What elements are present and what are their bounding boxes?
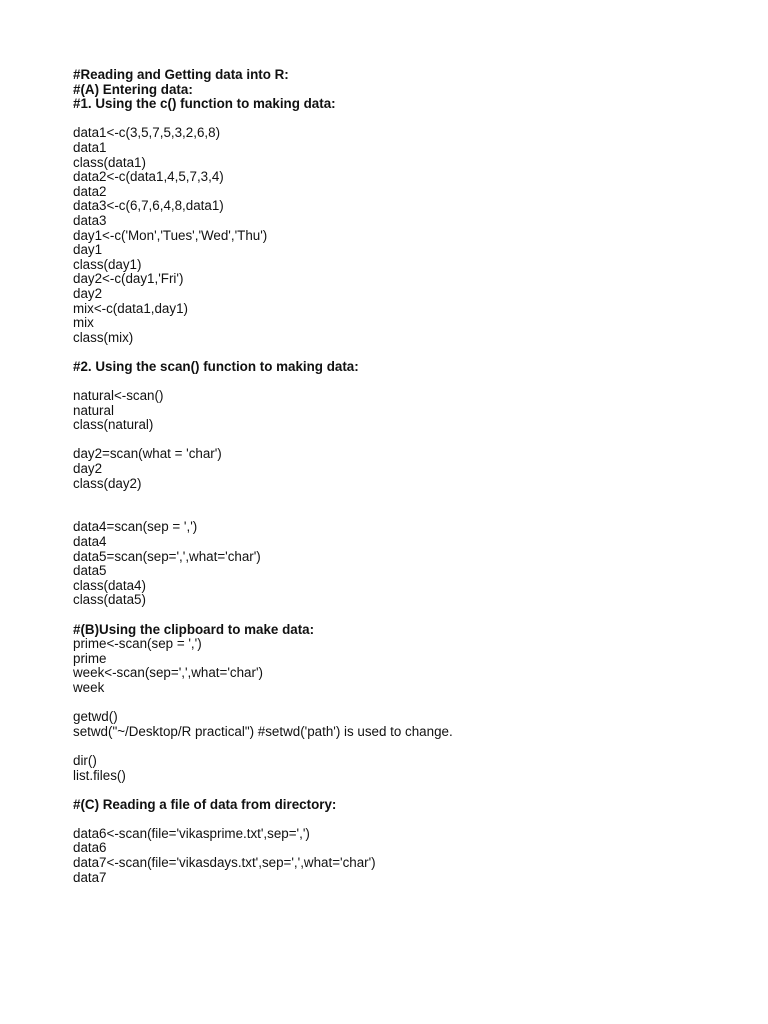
code-line: data6<-scan(file='vikasprime.txt',sep=',') [73, 825, 310, 841]
code-line: class(natural) [73, 417, 154, 433]
spacer [73, 739, 733, 754]
code-line: data4 [73, 534, 107, 549]
code-line: data7 [73, 869, 107, 885]
heading-scan-function: #2. Using the scan() function to making data: [73, 358, 359, 374]
code-line: data7<-scan(file='vikasdays.txt',sep=',',what='char') [73, 855, 376, 871]
code-line: class(data1) [73, 154, 146, 170]
code-line: setwd("~/Desktop/R practical") #setwd('path') is used to change. [73, 723, 453, 739]
code-line: class(data5) [73, 592, 146, 608]
spacer [73, 112, 733, 127]
heading-reading-data: #Reading and Getting data into R: [73, 67, 289, 82]
code-line: day2 [73, 285, 103, 301]
spacer [73, 374, 733, 389]
code-line: data3 [73, 212, 107, 228]
spacer [73, 812, 733, 827]
code-line: week [73, 679, 105, 695]
code-line: day1<-c('Mon','Tues','Wed','Thu') [73, 227, 268, 243]
code-line: data5=scan(sep=',',what='char') [73, 548, 261, 564]
heading-entering-data: #(A) Entering data: [73, 81, 193, 97]
code-line: day2=scan(what = 'char') [73, 446, 222, 462]
code-line: mix [73, 315, 94, 331]
code-line: dir() [73, 752, 97, 768]
code-line: data2 [73, 183, 107, 199]
code-line: day2<-c(day1,'Fri') [73, 271, 184, 287]
code-line: natural<-scan() [73, 388, 164, 404]
code-line: data1 [73, 139, 107, 155]
code-line: class(day2) [73, 475, 142, 491]
spacer [73, 433, 733, 448]
spacer [73, 696, 733, 711]
spacer [73, 783, 733, 798]
code-line: natural [73, 402, 114, 418]
code-line: class(mix) [73, 329, 134, 345]
spacer [73, 608, 733, 623]
code-line: mix<-c(data1,day1) [73, 300, 188, 316]
document-page [73, 68, 733, 885]
code-line: prime [73, 650, 107, 666]
code-line: data2<-c(data1,4,5,7,3,4) [73, 169, 224, 185]
heading-read-file: #(C) Reading a file of data from directory: [73, 796, 337, 812]
spacer [73, 506, 733, 521]
code-line: class(data4) [73, 577, 146, 593]
code-line: day1 [73, 242, 103, 258]
code-line: day2 [73, 461, 103, 477]
spacer [73, 345, 733, 360]
code-line: data6 [73, 840, 107, 856]
heading-clipboard: #(B)Using the clipboard to make data: [73, 621, 315, 637]
code-line: data1<-c(3,5,7,5,3,2,6,8) [73, 125, 221, 141]
code-line: prime<-scan(sep = ',') [73, 636, 202, 652]
heading-c-function: #1. Using the c() function to making data: [73, 96, 336, 112]
code-line: list.files() [73, 767, 126, 783]
code-line: week<-scan(sep=',',what='char') [73, 665, 263, 681]
code-line: class(day1) [73, 256, 142, 272]
code-line: data3<-c(6,7,6,4,8,data1) [73, 198, 224, 214]
code-line: data4=scan(sep = ',') [73, 519, 198, 535]
code-line: getwd() [73, 709, 118, 725]
code-line: data5 [73, 563, 107, 579]
spacer [73, 491, 733, 506]
